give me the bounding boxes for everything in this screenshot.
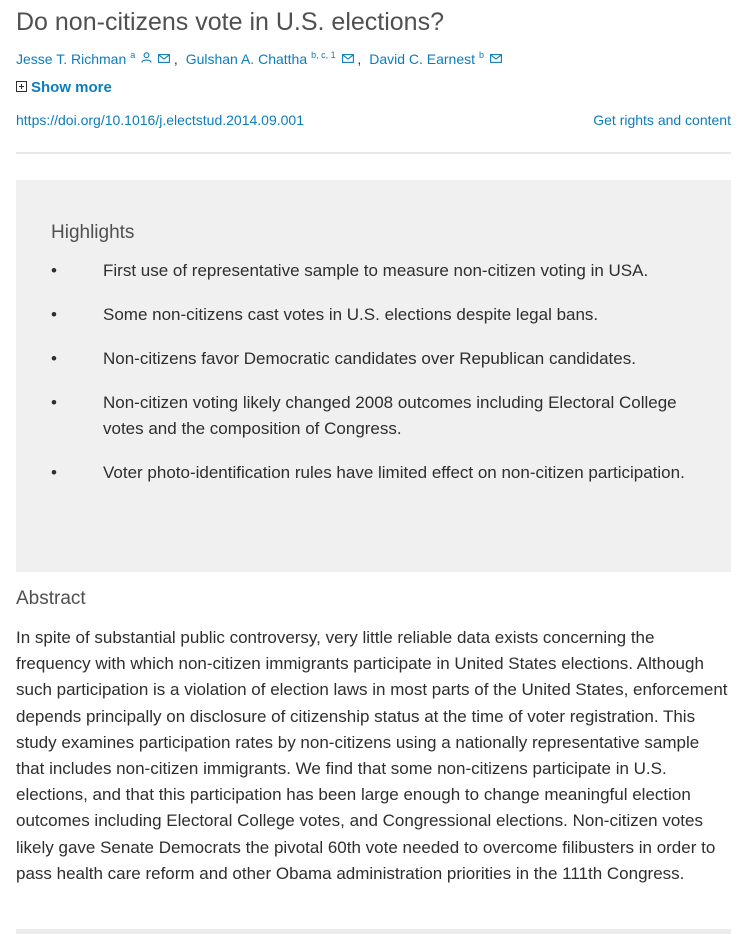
author-link-chattha[interactable] bbox=[182, 51, 358, 67]
highlights-box bbox=[16, 180, 731, 572]
highlight-item bbox=[51, 390, 701, 442]
expand-plus-icon bbox=[16, 81, 27, 92]
author-name: David C. Earnest bbox=[369, 51, 476, 67]
highlight-item bbox=[51, 346, 701, 372]
envelope-icon[interactable] bbox=[490, 48, 502, 68]
highlights-list bbox=[51, 258, 701, 504]
highlight-text: Some non-citizens cast votes in U.S. elections despite legal bans. bbox=[103, 305, 599, 324]
article-title: Do non-citizens vote in U.S. elections? bbox=[16, 8, 444, 36]
author-name: Gulshan A. Chattha bbox=[185, 51, 308, 67]
author-separator: , bbox=[357, 51, 362, 67]
author-affiliation: b bbox=[479, 50, 485, 60]
author-link-earnest[interactable] bbox=[365, 51, 502, 67]
bullet-icon: • bbox=[51, 463, 57, 482]
envelope-icon[interactable] bbox=[158, 48, 170, 68]
highlight-text: First use of representative sample to measure non-citizen voting in USA. bbox=[103, 261, 649, 280]
bullet-icon: • bbox=[51, 261, 57, 280]
author-name: Jesse T. Richman bbox=[16, 51, 127, 67]
show-more-button[interactable] bbox=[16, 79, 112, 97]
rights-link[interactable]: Get rights and content bbox=[593, 112, 731, 128]
highlights-title: Highlights bbox=[51, 222, 135, 243]
abstract-title: Abstract bbox=[16, 588, 86, 609]
highlight-item bbox=[51, 258, 701, 284]
highlight-text: Non-citizen voting likely changed 2008 outcomes including Electoral College votes and the composition of Congress. bbox=[103, 393, 677, 438]
highlight-item bbox=[51, 302, 701, 328]
highlight-text: Non-citizens favor Democratic candidates over Republican candidates. bbox=[103, 349, 636, 368]
author-list bbox=[16, 49, 502, 70]
person-icon[interactable] bbox=[141, 48, 152, 68]
section-divider bbox=[16, 929, 731, 934]
author-affiliation: b, c, 1 bbox=[311, 50, 336, 60]
author-separator: , bbox=[173, 51, 178, 67]
highlight-text: Voter photo-identification rules have limited effect on non-citizen participation. bbox=[103, 463, 685, 482]
highlight-item bbox=[51, 460, 701, 486]
doi-link[interactable]: https://doi.org/10.1016/j.electstud.2014.09.001 bbox=[16, 112, 304, 128]
show-more-label: Show more bbox=[31, 79, 112, 96]
author-link-richman[interactable] bbox=[16, 51, 174, 67]
bullet-icon: • bbox=[51, 393, 57, 412]
bullet-icon: • bbox=[51, 349, 57, 368]
author-affiliation: a bbox=[130, 50, 136, 60]
envelope-icon[interactable] bbox=[342, 48, 354, 68]
abstract-text: In spite of substantial public controversy, very little reliable data exists concerning the frequency with which non-citizen immigrants participate in United States elections. Although such participation is a violation of election laws in most parts of the United States, enforcement depends principally on disclosure of citizenship status at the time of voter registration. This study examines participation rates by non-citizens using a nationally representative sample that includes non-citizen immigrants. We find that some non-citizens participate in U.S. elections, and that this participation has been large enough to change meaningful election outcomes including Electoral College votes, and Congressional elections. Non-citizen votes likely gave Senate Democrats the pivotal 60th vote needed to overcome filibusters in order to pass health care reform and other Obama administration priorities in the 111th Congress. bbox=[16, 628, 728, 883]
header-divider bbox=[16, 152, 731, 154]
bullet-icon: • bbox=[51, 305, 57, 324]
